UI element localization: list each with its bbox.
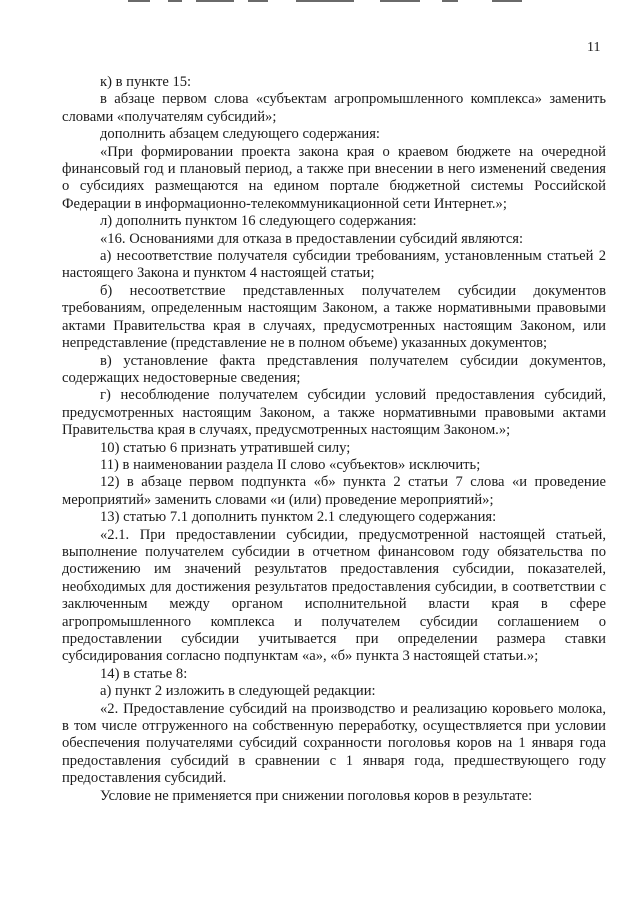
paragraph: к) в пункте 15: <box>100 74 192 90</box>
paragraph: «2. Предоставление субсидий на производство и реализацию коровьего молока, в том числе отгруженного на собственную переработку, осуществляется при условии обеспечения получателями субсидий сохранности поголовья коров на 1 января года предоставления субсидий в сравнении с 1 января года, предшествующего году предоставления субсидий. <box>62 700 606 787</box>
paragraph: «16. Основаниями для отказа в предоставлении субсидий являются: <box>100 230 524 247</box>
paragraph: 14) в статье 8: <box>100 665 188 682</box>
paragraph: «2.1. При предоставлении субсидии, предусмотренной настоящей статьей, выполнение получателем субсидии в отчетном финансовом году обязательства по достижению им значений результатов предоставления субсидии, показателей, необходимых для достижения результатов предоставления субсидии, в соответствии с заключенным между органом исполнительной власти края в сфере агропромышленного комплекса и получателем субсидии соглашением о предоставлении субсидии учитывается при определении размера ставки субсидирования согласно подпунктам «а», «б» пункта 3 настоящей статьи.»; <box>62 526 606 665</box>
paragraph: а) пункт 2 изложить в следующей редакции: <box>100 683 376 700</box>
paragraph: «При формировании проекта закона края о краевом бюджете на очередной финансовый год и плановый период, а также при внесении в него изменений сведения о субсидиях размещаются на едином портале бюджетной системы Российской Федерации в информационно-телекоммуникационной сети Интернет.»; <box>62 143 606 212</box>
paragraph: б) несоответствие представленных получателем субсидии документов требованиям, определенным настоящим Законом, а также нормативными правовыми актами Правительства края в случаях, предусмотренных настоящим Законом, или непредставление (представление не в полном объеме) указанных документов; <box>62 282 606 352</box>
paragraph: а) несоответствие получателя субсидии требованиям, установленным статьей 2 настоящего Закона и пунктом 4 настоящей статьи; <box>62 248 606 282</box>
paragraph: 11) в наименовании раздела II слово «субъектов» исключить; <box>100 456 481 473</box>
scan-artifact-top-edge <box>120 0 540 4</box>
paragraph: в) установление факта представления получателем субсидии документов, содержащих недостоверные сведения; <box>62 352 606 386</box>
paragraph: л) дополнить пунктом 16 следующего содержания: <box>100 213 417 230</box>
paragraph: дополнить абзацем следующего содержания: <box>100 126 380 143</box>
paragraph: 13) статью 7.1 дополнить пунктом 2.1 следующего содержания: <box>100 509 497 526</box>
paragraph: в абзаце первом слова «субъектам агропромышленного комплекса» заменить словами «получателям субсидий»; <box>62 91 606 125</box>
document-body <box>62 74 606 805</box>
paragraph: 12) в абзаце первом подпункта «б» пункта 2 статьи 7 слова «и проведение мероприятий» заменить словами «и (или) проведение мероприятий»; <box>62 474 606 508</box>
paragraph: 10) статью 6 признать утратившей силу; <box>100 439 351 456</box>
paragraph: г) несоблюдение получателем субсидии условий предоставления субсидий, предусмотренных настоящим Законом, а также нормативными правовыми актами Правительства края в случаях, предусмотренных настоящим Законом.»; <box>62 387 606 439</box>
paragraph: Условие не применяется при снижении поголовья коров в результате: <box>100 787 533 804</box>
page-number: 11 <box>587 40 601 55</box>
